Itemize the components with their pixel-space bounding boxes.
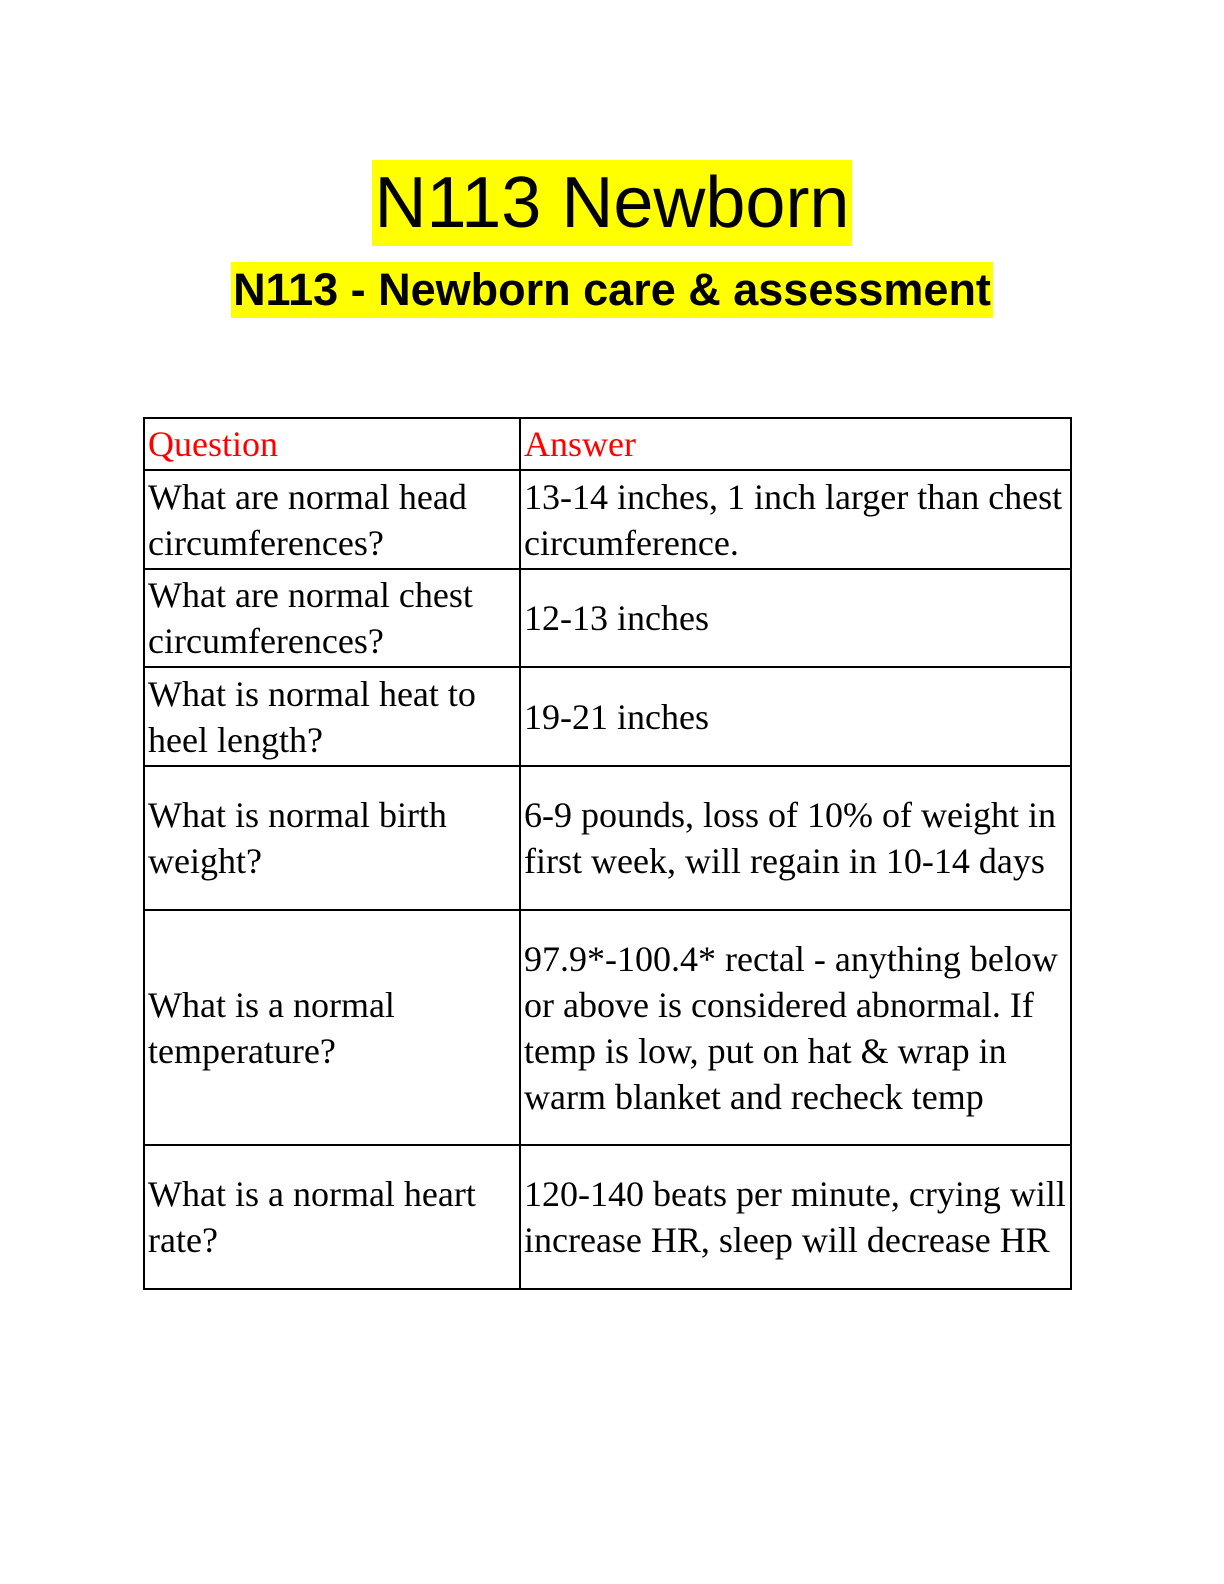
header-question: Question [144,418,520,470]
table-row [144,1145,1071,1289]
table-row [144,569,1071,667]
answer-cell: 97.9*-100.4* rectal - anything below or above is considered abnormal. If temp is low, put on hat & wrap in warm blanket and recheck temp [520,910,1071,1145]
answer-cell: 13-14 inches, 1 inch larger than chest circumference. [520,470,1071,569]
question-cell: What are normal head circumferences? [144,470,520,569]
question-cell: What is normal heat to heel length? [144,667,520,766]
subtitle-container [0,262,1224,318]
document-subtitle: N113 - Newborn care & assessment [231,262,993,318]
question-cell: What is a normal temperature? [144,910,520,1145]
table-row [144,470,1071,569]
answer-cell: 12-13 inches [520,569,1071,667]
table-header-row [144,418,1071,470]
answer-cell: 120-140 beats per minute, crying will increase HR, sleep will decrease HR [520,1145,1071,1289]
table-row [144,910,1071,1145]
qa-table [143,417,1072,1290]
question-cell: What are normal chest circumferences? [144,569,520,667]
title-container [0,160,1224,246]
document-title: N113 Newborn [372,160,853,246]
table-row [144,766,1071,910]
question-cell: What is normal birth weight? [144,766,520,910]
question-cell: What is a normal heart rate? [144,1145,520,1289]
answer-cell: 19-21 inches [520,667,1071,766]
answer-cell: 6-9 pounds, loss of 10% of weight in first week, will regain in 10-14 days [520,766,1071,910]
table-row [144,667,1071,766]
header-answer: Answer [520,418,1071,470]
